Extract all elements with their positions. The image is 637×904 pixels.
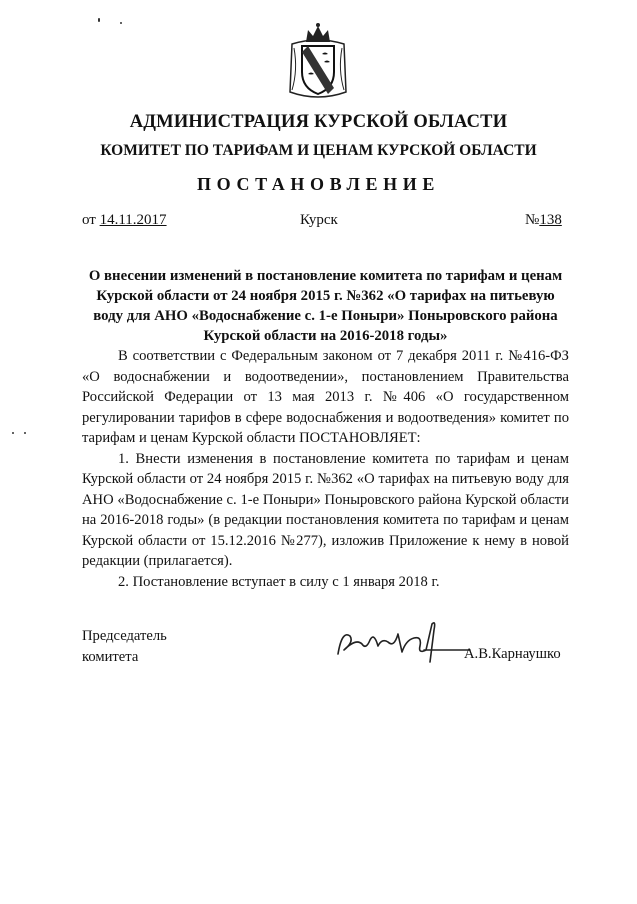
date-prefix: от (82, 212, 96, 228)
resolves-word: ПОСТАНОВЛЯЕТ: (299, 430, 421, 446)
preamble-paragraph (82, 346, 569, 449)
signatory-title (82, 626, 167, 667)
number-prefix: № (525, 212, 540, 228)
scan-speck (24, 432, 26, 434)
document-body (82, 346, 569, 592)
document-city: Курск (300, 212, 338, 228)
scan-speck (12, 432, 14, 434)
committee-title: КОМИТЕТ ПО ТАРИФАМ И ЦЕНАМ КУРСКОЙ ОБЛАСТИ (100, 142, 537, 159)
signatory-title-line2: комитета (82, 648, 139, 665)
number-value: 138 (539, 212, 562, 228)
item-2: 2. Постановление вступает в силу с 1 января 2018 г. (118, 573, 440, 590)
document-number (525, 212, 562, 229)
handwritten-signature (332, 616, 472, 666)
document-subject: О внесении изменений в постановление комитета по тарифам и ценам Курской области от 24 ноября 2015 г. №362 «О тарифах на питьевую воду для АНО «Водоснабжение с. 1-е Поныри» Поныровского района Курской области на 2016-2018 годы» (88, 268, 563, 344)
document-type-title: ПОСТАНОВЛЕНИЕ (197, 174, 440, 194)
document-date (82, 212, 167, 229)
organization-title: АДМИНИСТРАЦИЯ КУРСКОЙ ОБЛАСТИ (129, 112, 508, 132)
item-1: 1. Внести изменения в постановление комитета по тарифам и ценам Курской области от 24 ноября 2015 г. №362 «О тарифах на питьевую воду для АНО «Водоснабжение с. 1-е Поныри» Поныровского района Курской области на 2016-2018 годы» (в редакции постановления комитета по тарифам и ценам Курской области от 15.12.2016 №277), изложив Приложение к нему в новой редакции (прилагается). (82, 450, 569, 569)
preamble-text: В соответствии с Федеральным законом от 7 декабря 2011 г. №416-ФЗ «О водоснабжении и водоотведении», постановлением Правительства Российской Федерации от 13 мая 2013 г. №406 «О государственном регулировании тарифов в сфере водоснабжения и водоотведения» комитет по тарифам и ценам Курской области (82, 348, 569, 446)
scan-speck (98, 18, 100, 22)
signatory-title-line1: Председатель (82, 628, 167, 644)
signatory-name: А.В.Карнаушко (464, 646, 561, 662)
scan-speck (120, 22, 122, 24)
date-value: 14.11.2017 (99, 212, 167, 228)
kursk-coat-of-arms-icon (286, 22, 350, 102)
